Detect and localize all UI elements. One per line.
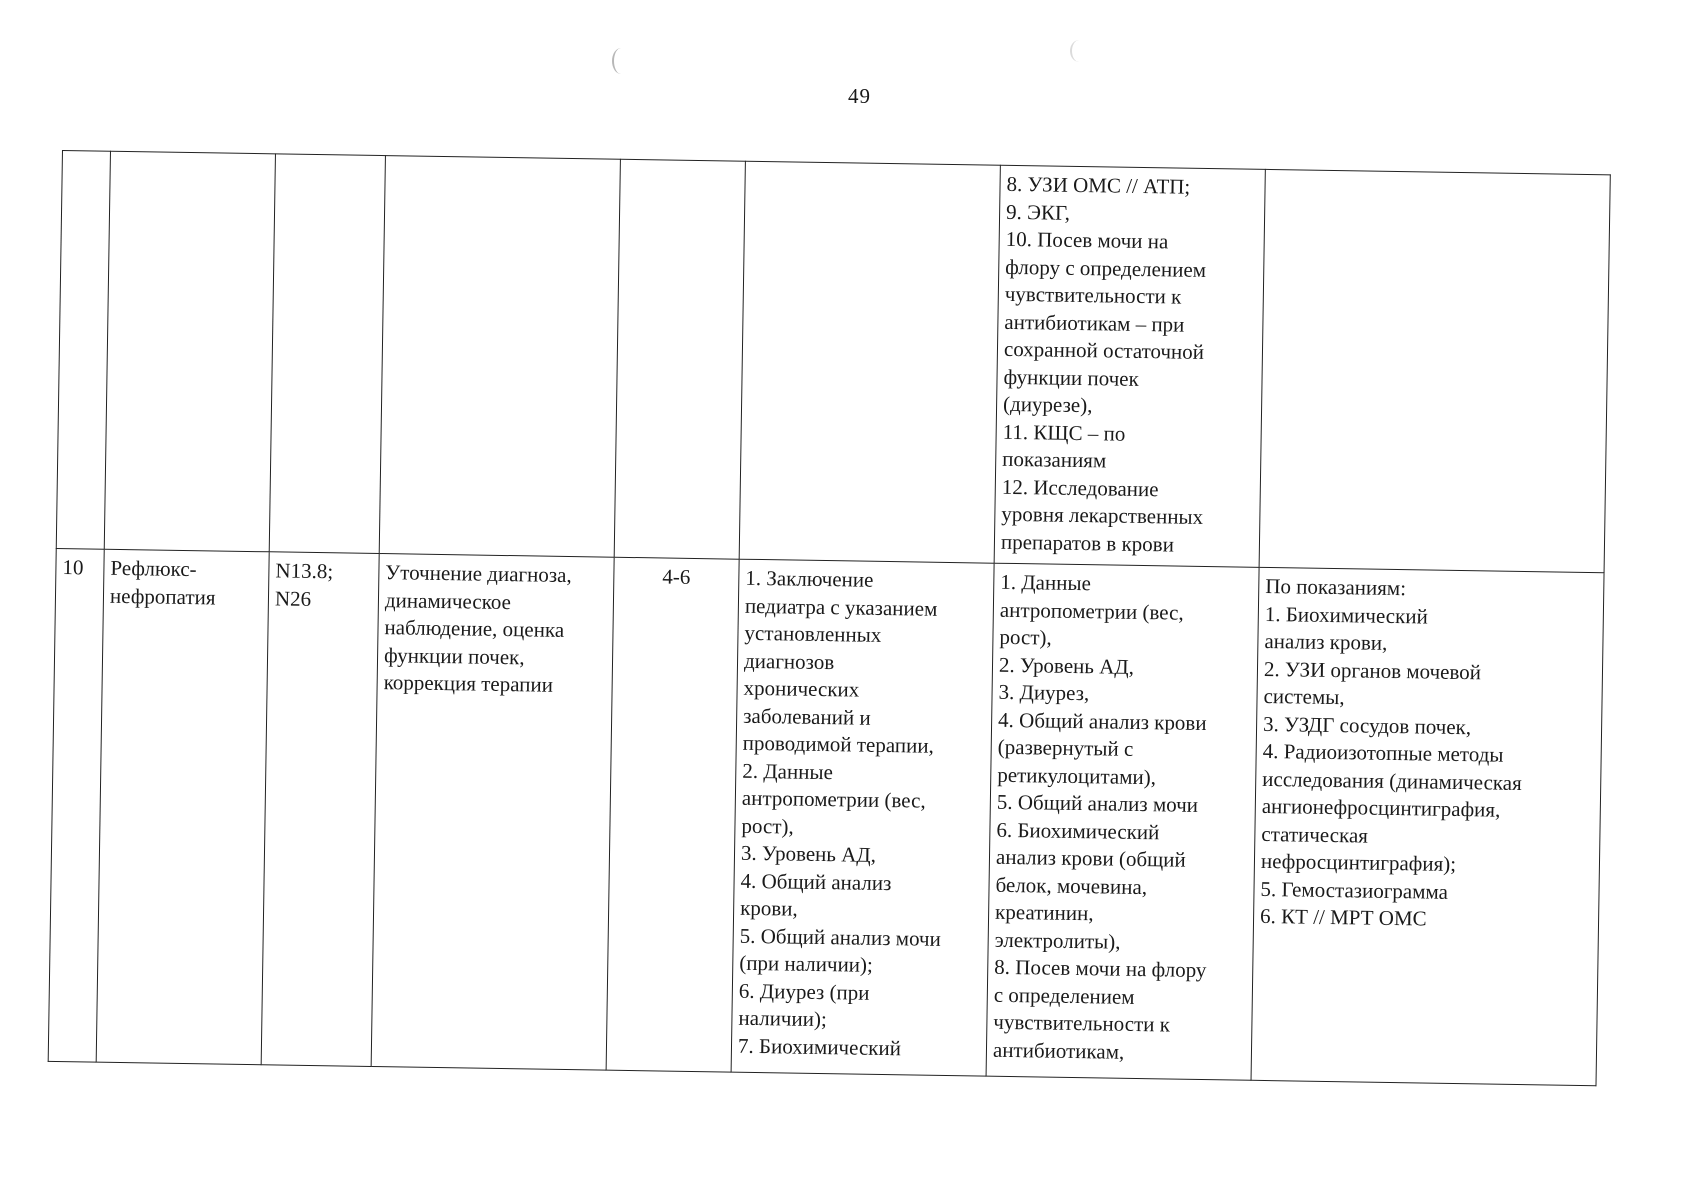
list-item: анализ крови (общий <box>995 844 1186 872</box>
cell-codes <box>269 154 385 554</box>
list-item: 5. Гемостазиограмма <box>1260 876 1449 904</box>
list-item: По показаниям: <box>1265 573 1407 601</box>
list-item: наличии); <box>738 1005 827 1032</box>
list-item: белок, мочевина, <box>995 872 1148 899</box>
cell-codes: N13.8; N26 <box>261 552 379 1067</box>
list-item: 1. Данные <box>1000 569 1092 596</box>
document-table-container <box>47 150 1610 1144</box>
table-row-continuation <box>56 151 1610 573</box>
list-item: 2. УЗИ органов мочевой <box>1263 656 1482 684</box>
list-item: функции почек <box>1003 364 1140 391</box>
list-item: 7. Биохимический <box>737 1033 902 1060</box>
list-item: крови, <box>739 895 798 921</box>
list-item: ангионефросцинтиграфия, <box>1261 793 1501 822</box>
cell-additional-studies <box>1259 169 1610 572</box>
list-item: исследования (динамическая <box>1262 766 1522 795</box>
list-item: уровня лекарственных <box>1001 501 1204 529</box>
list-item: 5. Общий анализ мочи <box>739 923 942 951</box>
list-item: 3. УЗДГ сосудов почек, <box>1262 711 1472 739</box>
list-item: антропометрии (вес, <box>999 597 1184 625</box>
list-item: флору с определением <box>1005 254 1207 282</box>
list-item: диагнозов <box>743 648 835 674</box>
list-item: препаратов в крови <box>1000 529 1175 557</box>
list-item: рост), <box>741 813 794 839</box>
list-item: чувствительности к <box>993 1009 1171 1037</box>
list-item: 8. Посев мочи на флору <box>994 954 1207 983</box>
document-table <box>48 150 1611 1086</box>
list-item: установленных <box>744 620 882 647</box>
list-item: 12. Исследование <box>1001 474 1159 501</box>
page-number: 49 <box>848 84 871 108</box>
cell-number <box>56 151 110 550</box>
list-item: 1. Заключение <box>745 565 874 592</box>
list-item: электролиты), <box>994 927 1121 954</box>
cell-required-studies <box>739 161 1000 563</box>
list-item: хронических <box>743 675 860 702</box>
list-item: статическая <box>1261 821 1369 848</box>
list-item: антропометрии (вес, <box>741 785 926 813</box>
list-item: проводимой терапии, <box>742 730 935 758</box>
list-item: 4. Общий анализ крови <box>997 707 1207 735</box>
list-item: нефросцинтиграфия); <box>1260 848 1457 876</box>
list-item: педиатра с указанием <box>744 593 938 621</box>
cell-goal: Уточнение диагноза, динамическое наблюдение, оценка функции почек, коррекция терапии <box>371 554 614 1071</box>
list-item: 6. Диурез (при <box>738 978 870 1005</box>
list-item: 2. Уровень АД, <box>998 652 1135 679</box>
cell-diagnosis: Рефлюкс- нефропатия <box>96 549 269 1065</box>
list-item: антибиотикам, <box>992 1037 1125 1064</box>
cell-frequency <box>614 159 745 559</box>
list-item: 2. Данные <box>742 758 834 784</box>
list-item: 4. Радиоизотопные методы <box>1262 738 1504 767</box>
list-item: 10. Посев мочи на <box>1005 226 1169 254</box>
list-item: 1. Биохимический <box>1264 601 1428 629</box>
list-item: 11. КЩС – по <box>1002 419 1126 446</box>
list-item: 8. УЗИ ОМС // АТП; <box>1006 171 1191 199</box>
cell-goal <box>379 156 620 558</box>
list-item: (развернутый с <box>997 734 1134 761</box>
cell-additional-studies <box>1251 567 1604 1085</box>
list-item: 5. Общий анализ мочи <box>996 789 1199 817</box>
list-item: (при наличии); <box>739 950 874 977</box>
list-item: 4. Общий анализ <box>740 868 892 895</box>
cell-required-studies <box>731 559 994 1076</box>
list-item: 6. КТ // МРТ ОМС <box>1259 903 1427 931</box>
list-item: анализ крови, <box>1264 628 1388 655</box>
cell-frequency: 4-6 <box>606 557 739 1072</box>
cell-number: 10 <box>48 548 104 1062</box>
scan-artifact-left <box>612 48 630 74</box>
list-item: антибиотикам – при <box>1004 309 1185 337</box>
list-item: показаниям <box>1002 446 1107 473</box>
list-item: (диурезе), <box>1002 391 1093 418</box>
list-item: 9. ЭКГ, <box>1005 199 1071 225</box>
list-item: креатинин, <box>994 899 1094 926</box>
cell-diagnosis <box>104 151 275 552</box>
list-item: сохранной остаточной <box>1003 336 1205 364</box>
table-row <box>48 548 1604 1085</box>
list-item: рост), <box>999 624 1052 650</box>
cell-monitoring-studies <box>986 563 1259 1080</box>
list-item: с определением <box>993 982 1135 1009</box>
list-item: 3. Диурез, <box>998 679 1090 706</box>
list-item: 3. Уровень АД, <box>740 840 877 867</box>
scan-artifact-right <box>1070 40 1088 62</box>
cell-monitoring-studies <box>994 165 1265 567</box>
list-item: чувствительности к <box>1004 281 1182 309</box>
list-item: заболеваний и <box>743 703 871 730</box>
list-item: 6. Биохимический <box>996 817 1160 844</box>
list-item: системы, <box>1263 683 1345 710</box>
list-item: ретикулоцитами), <box>997 762 1157 789</box>
